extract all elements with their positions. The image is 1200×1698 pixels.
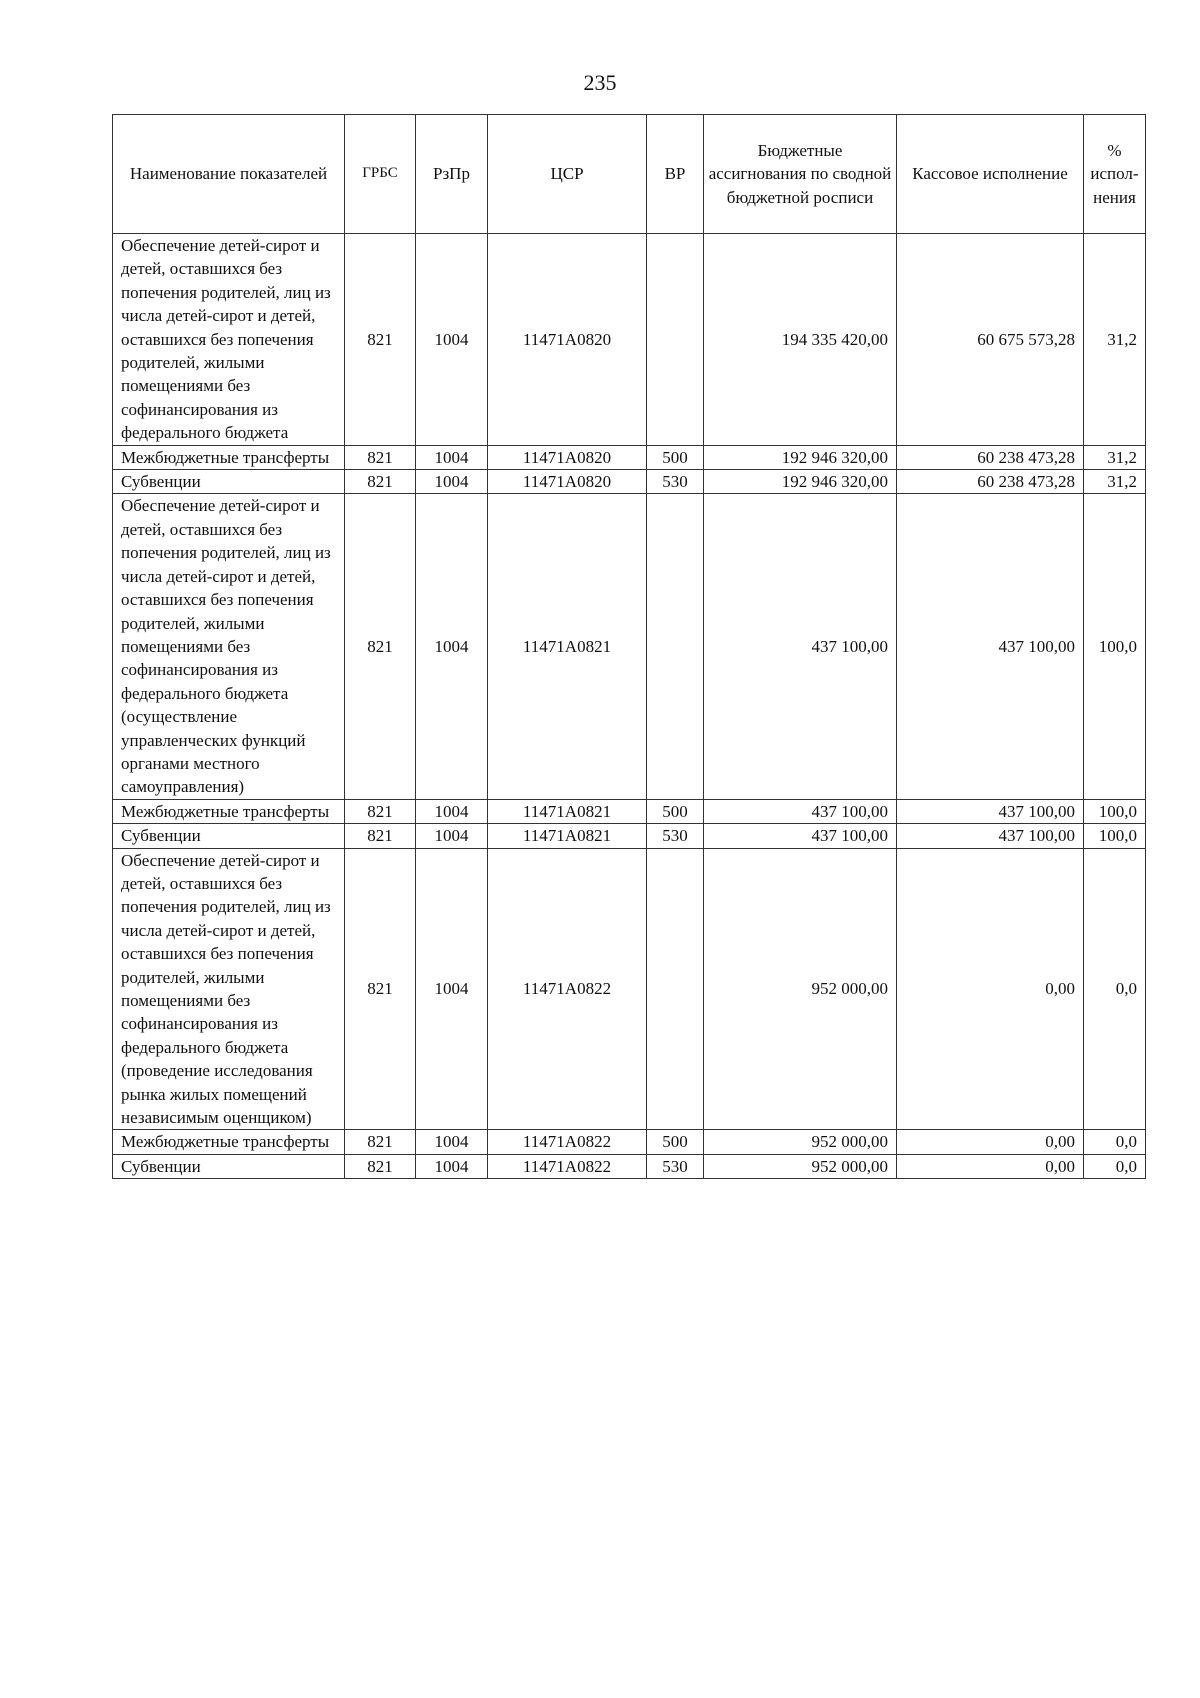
row-assignments: 437 100,00 xyxy=(704,824,897,848)
row-vr: 500 xyxy=(647,445,704,469)
table-row xyxy=(113,494,1146,799)
row-assignments: 952 000,00 xyxy=(704,1130,897,1154)
row-execution-percent: 100,0 xyxy=(1084,799,1146,823)
header-grbs: ГРБС xyxy=(345,115,416,234)
row-execution-percent: 0,0 xyxy=(1084,1154,1146,1178)
row-vr xyxy=(647,494,704,799)
row-assignments: 194 335 420,00 xyxy=(704,234,897,446)
row-csr: 11471А0820 xyxy=(488,234,647,446)
row-name: Обеспечение детей-сирот и детей, оставшихся без попечения родителей, лиц из числа детей-сирот и детей, оставшихся без попечения родителей, жилыми помещениями без софинансирования из федерального бюджета xyxy=(113,234,345,446)
table-row xyxy=(113,824,1146,848)
table-row xyxy=(113,1154,1146,1178)
row-name: Межбюджетные трансферты xyxy=(113,1130,345,1154)
header-cash-execution: Кассовое исполнение xyxy=(897,115,1084,234)
row-cash-execution: 0,00 xyxy=(897,848,1084,1130)
row-execution-percent: 31,2 xyxy=(1084,445,1146,469)
row-execution-percent: 0,0 xyxy=(1084,848,1146,1130)
row-vr xyxy=(647,848,704,1130)
row-csr: 11471А0822 xyxy=(488,1130,647,1154)
row-name: Межбюджетные трансферты xyxy=(113,445,345,469)
row-vr: 530 xyxy=(647,1154,704,1178)
row-assignments: 192 946 320,00 xyxy=(704,445,897,469)
row-csr: 11471А0820 xyxy=(488,470,647,494)
row-execution-percent: 0,0 xyxy=(1084,1130,1146,1154)
row-assignments: 952 000,00 xyxy=(704,1154,897,1178)
row-grbs: 821 xyxy=(345,824,416,848)
table-row xyxy=(113,445,1146,469)
table-row xyxy=(113,799,1146,823)
row-csr: 11471А0822 xyxy=(488,1154,647,1178)
row-rzpr: 1004 xyxy=(416,799,488,823)
row-grbs: 821 xyxy=(345,1154,416,1178)
row-name: Межбюджетные трансферты xyxy=(113,799,345,823)
row-vr xyxy=(647,234,704,446)
table-header-row xyxy=(113,115,1146,234)
row-cash-execution: 437 100,00 xyxy=(897,494,1084,799)
header-name: Наименование показателей xyxy=(113,115,345,234)
row-cash-execution: 437 100,00 xyxy=(897,799,1084,823)
row-assignments: 437 100,00 xyxy=(704,494,897,799)
row-csr: 11471А0821 xyxy=(488,799,647,823)
row-vr: 500 xyxy=(647,1130,704,1154)
row-name: Обеспечение детей-сирот и детей, оставшихся без попечения родителей, лиц из числа детей-сирот и детей, оставшихся без попечения родителей, жилыми помещениями без софинансирования из федерального бюджета (проведение исследования рынка жилых помещений независимым оценщиком) xyxy=(113,848,345,1130)
row-execution-percent: 31,2 xyxy=(1084,470,1146,494)
row-grbs: 821 xyxy=(345,470,416,494)
row-csr: 11471А0821 xyxy=(488,494,647,799)
header-vr: ВР xyxy=(647,115,704,234)
row-cash-execution: 437 100,00 xyxy=(897,824,1084,848)
row-rzpr: 1004 xyxy=(416,1130,488,1154)
row-grbs: 821 xyxy=(345,234,416,446)
row-name: Субвенции xyxy=(113,1154,345,1178)
row-cash-execution: 0,00 xyxy=(897,1154,1084,1178)
row-execution-percent: 100,0 xyxy=(1084,494,1146,799)
row-cash-execution: 60 238 473,28 xyxy=(897,445,1084,469)
row-grbs: 821 xyxy=(345,799,416,823)
row-name: Субвенции xyxy=(113,470,345,494)
row-rzpr: 1004 xyxy=(416,445,488,469)
header-execution-percent: % испол- нения xyxy=(1084,115,1146,234)
row-rzpr: 1004 xyxy=(416,470,488,494)
row-rzpr: 1004 xyxy=(416,1154,488,1178)
header-assignments: Бюджетные ассигнования по сводной бюджетной росписи xyxy=(704,115,897,234)
row-cash-execution: 60 675 573,28 xyxy=(897,234,1084,446)
row-csr: 11471А0821 xyxy=(488,824,647,848)
row-grbs: 821 xyxy=(345,1130,416,1154)
row-grbs: 821 xyxy=(345,494,416,799)
row-csr: 11471А0820 xyxy=(488,445,647,469)
table-row xyxy=(113,234,1146,446)
row-csr: 11471А0822 xyxy=(488,848,647,1130)
row-rzpr: 1004 xyxy=(416,824,488,848)
table-row xyxy=(113,470,1146,494)
budget-table xyxy=(112,114,1146,1179)
row-grbs: 821 xyxy=(345,445,416,469)
row-assignments: 192 946 320,00 xyxy=(704,470,897,494)
row-cash-execution: 0,00 xyxy=(897,1130,1084,1154)
header-csr: ЦСР xyxy=(488,115,647,234)
page-number: 235 xyxy=(583,70,617,95)
row-assignments: 437 100,00 xyxy=(704,799,897,823)
header-rzpr: РзПр xyxy=(416,115,488,234)
row-execution-percent: 100,0 xyxy=(1084,824,1146,848)
row-name: Субвенции xyxy=(113,824,345,848)
row-vr: 530 xyxy=(647,470,704,494)
row-rzpr: 1004 xyxy=(416,234,488,446)
row-vr: 530 xyxy=(647,824,704,848)
row-execution-percent: 31,2 xyxy=(1084,234,1146,446)
table-row xyxy=(113,848,1146,1130)
row-vr: 500 xyxy=(647,799,704,823)
row-assignments: 952 000,00 xyxy=(704,848,897,1130)
row-name: Обеспечение детей-сирот и детей, оставшихся без попечения родителей, лиц из числа детей-сирот и детей, оставшихся без попечения родителей, жилыми помещениями без софинансирования из федерального бюджета (осуществление управленческих функций органами местного самоуправления) xyxy=(113,494,345,799)
row-grbs: 821 xyxy=(345,848,416,1130)
row-cash-execution: 60 238 473,28 xyxy=(897,470,1084,494)
row-rzpr: 1004 xyxy=(416,494,488,799)
row-rzpr: 1004 xyxy=(416,848,488,1130)
table-row xyxy=(113,1130,1146,1154)
